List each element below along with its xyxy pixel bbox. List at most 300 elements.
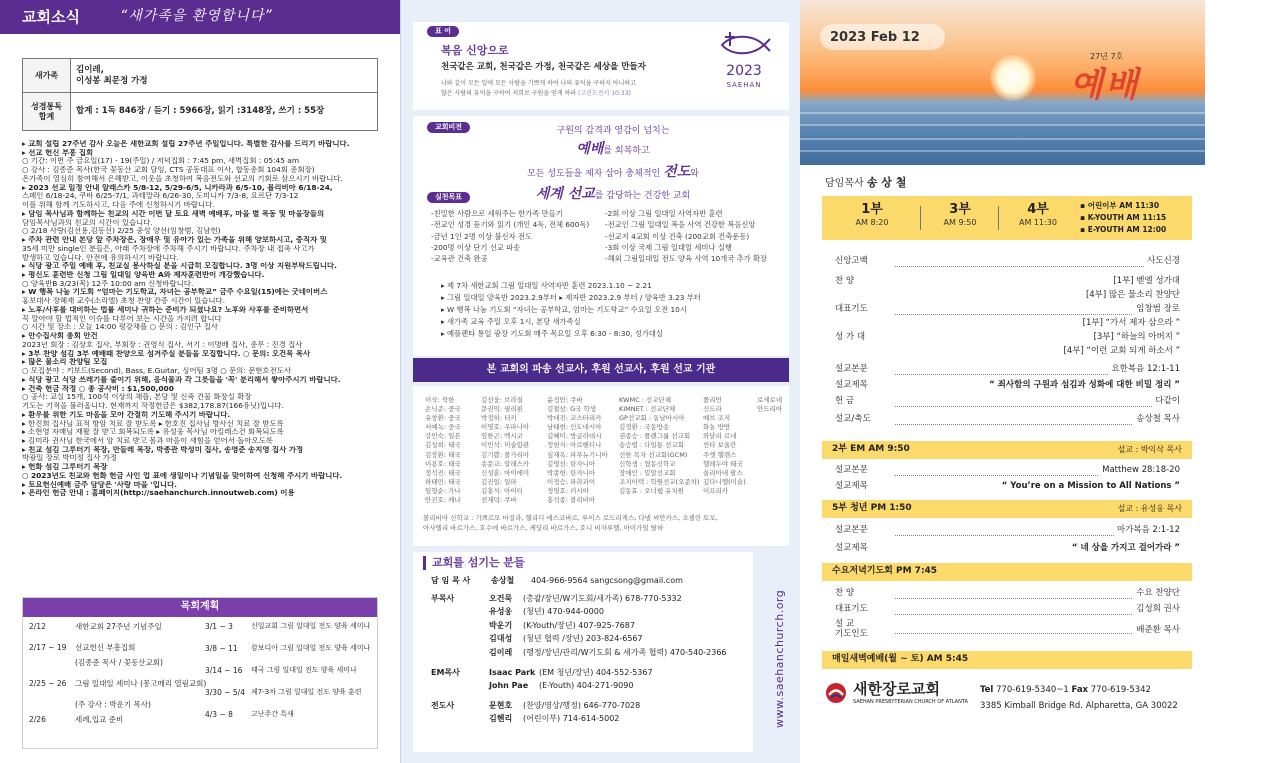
practice-item: -친밀한 사람으로 세워주는 한가족 만들기	[431, 209, 563, 218]
news-note: ○ 양육반B 3/23(목) 12주 10:00 am 신청바랍니다.	[22, 279, 194, 288]
phone-fax	[980, 685, 1151, 696]
service-3	[930, 202, 990, 228]
missionary-name: 안진호: 케냐	[425, 496, 461, 505]
news-note: ▸ 소현영 자매님 재활 잘 받고 회복되도록 ▸ 유성웅 목사님 아킬레스건 회복되도록	[22, 428, 284, 437]
news-note: ○ 2/18 사랑(김선용,김동선) 2/25 충성 양선(임창범, 김남헌)	[22, 227, 221, 236]
order-value: “ 네 상을 가지고 걸어가라 ”	[1071, 543, 1180, 553]
missionary-name: KWMC : 선교단체	[619, 396, 672, 404]
vision-text-3c: 와	[690, 168, 699, 179]
missionary-name: 장애인 : 밀알선교회	[619, 468, 676, 477]
missionary-name: 김철삼: G국 학생	[547, 405, 597, 414]
missionary-column	[757, 396, 782, 414]
plan-event: (김종준 목사 / 꽃동산교회)	[75, 658, 163, 667]
bulletin-date: 2023 Feb 12	[830, 30, 920, 45]
missionary-name: 유창환: 중국	[425, 414, 461, 423]
news-note: 꼭 알아야 할 법적인 이슈를 다루어 보는 시간을 가지려 합니다	[22, 314, 222, 323]
motto-line2: 천국같은 교회, 천국같은 가정, 천국같은 세상을 만들자	[441, 62, 646, 72]
news-note: 2023년 회장 : 김상호 집사, 부회장 : 권영식 집사, 서기 : 이명배 집사, 총무 : 진경 집사	[22, 340, 303, 349]
missionary-name: 심재옥: 파푸뉴기니아	[547, 450, 608, 459]
motto-line1: 복음 신앙으로	[441, 44, 509, 57]
news-note: ▸ 한진희 집사님 표적 항암 치료 잘 받도록 ▸ 한호진 집사님 방사선 치료 잘 받도록	[22, 419, 284, 428]
news-note: ▸ 토요헌신예배 금주 담당은 '사랑 마을 '입니다.	[22, 480, 177, 489]
missionary-name: 울리아네 팔스	[703, 468, 743, 477]
vision-line3	[463, 161, 763, 183]
news-note: 온가족이 열심히 참여해서 은혜받고, 이웃을 초청하여 복음전도와 선교의 기회로 삼으시기 바랍니다.	[22, 174, 343, 183]
news-note: ○ 시간 및 장소 : 오늘 14:00 평강채플 ○ 문의 : 김인구 집사	[22, 323, 218, 332]
news-note: ▸ 3부 찬양 섬김 3부 예배때 찬양으로 섬겨주실 분들을 모집합니다. ○ 문의: 오건묵 목사	[22, 349, 311, 358]
order-key: 찬 양	[835, 588, 855, 598]
welcome-slogan: “새가족을 환영합니다”	[119, 8, 273, 25]
news-note: ○ 기간: 이번 주 금요일(17) - 19(주일) / 저녁집회 : 7:45 pm, 새벽집회 : 05:45 am	[22, 157, 300, 166]
missionary-name: 윤정안: 쿠바	[547, 396, 583, 404]
plan-date: 3/14 ~ 16	[205, 666, 243, 675]
yp-title: 5부 청년 PM 1:50	[832, 503, 912, 513]
year-logo	[709, 30, 779, 89]
news-note: ▸ 식당 광고 식당 쓰레기를 줄이기 위해, 음식물과 각 그릇들을 '꼭' 분리해서 쌓아주시기 바랍니다.	[22, 375, 341, 384]
vision-text-3a: 모든 성도들을 제자 삼아 충체적인	[527, 168, 664, 179]
staff-info: 404-966-9564 sangcsong@gmail.com	[531, 576, 683, 585]
order-value: “ 죄사함의 구원과 섬김과 성화에 대한 비밀 정리 ”	[986, 380, 1180, 391]
staff-name: 김헨리	[489, 714, 513, 724]
website-vertical: www.saehanchurch.org	[773, 589, 786, 728]
missionary-name: 김진일: 일파	[481, 477, 517, 486]
order-key: 신앙고백	[835, 256, 868, 266]
practice-item: -금년 1인 2명 이상 불신자 전도	[431, 231, 533, 241]
program-item: ▸ 새가족 교육 주일 오후 1시, 본당 새가족실	[441, 317, 581, 327]
order-key: 설교제목	[835, 481, 868, 491]
plan-date: 2/26	[29, 715, 46, 724]
wednesday-service-bar	[822, 563, 1192, 581]
staff-name: 김대성	[489, 634, 513, 644]
table-value: 합계 : 1독 846장 / 듣기 : 5966장, 읽기 :3148장, 쓰기 : 55장	[71, 93, 378, 131]
practice-item: -전교인 성경 듣기와 읽기 (개인 4독, 전체 600독)	[431, 220, 590, 230]
motto-box	[413, 22, 789, 110]
plan-event: (주 강사 : 박운기 목사)	[75, 700, 151, 709]
order-row	[835, 256, 1180, 270]
table-value: 김이레, 이성봉 최문정 가정	[71, 59, 378, 93]
program-item: ▸ W 행복 나눔 기도회 “자녀는 공부학교, 엄마는 기도학교” 수요일 오전 10시	[441, 305, 687, 315]
youth-service: ▪ K-YOUTH AM 11:15	[1080, 213, 1167, 222]
missionary-name: 폴리먼	[703, 396, 722, 404]
service-name: 1부	[861, 202, 883, 217]
order-key: 찬 양	[835, 276, 855, 286]
missionary-name: 이정승: 파라과이	[547, 477, 596, 486]
yp-preacher: 설교 : 유성웅 목사	[1117, 504, 1182, 513]
vision-tag: 교회비전	[427, 122, 470, 133]
order-row	[835, 619, 1180, 643]
service-1	[842, 202, 902, 228]
motto-verse1: 나와 같이 모든 일에 모든 사람을 기쁘게 하여 나의 유익을 구하지 아니하고	[441, 80, 636, 87]
missionary-name: 문권익: 필리핀	[481, 405, 523, 414]
news-note: ○ 공사: 교실 15개, 100석 이상의 채플, 본당 및 신축 건물 화장실 확장	[22, 393, 252, 402]
bulletin-title: 예배	[1070, 65, 1140, 105]
church-name-en: SAEHAN PRESBYTERIAN CHURCH OF ATLANTA	[853, 698, 968, 705]
volume: 27년 7호	[1090, 52, 1124, 61]
fax-number: 770-619-5342	[1090, 685, 1151, 695]
practice-item: -2회 이상 그림 일대일 사역자반 훈련	[605, 209, 723, 218]
missionary-name: KIMNET : 선교단체	[619, 405, 676, 414]
staff-title: 교회를 섬기는 분들	[423, 556, 525, 570]
practice-item: -전교인 그림 일대일 복음 사역 건강한 복음신앙	[605, 220, 756, 230]
missionary-grid	[413, 386, 789, 546]
news-column	[0, 0, 400, 763]
vision-text-4b: 를 감당하는 건강한 교회	[594, 191, 691, 202]
news-note: ▸ 주차 관련 안내 본당 앞 주차장은, 장애우 및 유아가 있는 가족을 위해 양보하시고, 중직자 및	[22, 236, 327, 245]
news-note: ▸ 선교 헌신 부흥 집회	[22, 148, 94, 157]
service-time: AM 8:20	[855, 218, 889, 228]
youth-service: ▪ E-YOUTH AM 12:00	[1080, 225, 1167, 234]
missionary-name: 로세로네	[757, 396, 783, 404]
order-key: 성 가 대	[835, 332, 866, 342]
missionary-name: 씬타 보울란	[703, 441, 737, 450]
missionary-title: 본 교회의 파송 선교사, 후원 선교사, 후원 선교 기관	[413, 358, 789, 382]
order-row	[835, 543, 1180, 557]
missionary-name: 이삭: 북한	[425, 396, 455, 404]
missionary-name: 김정환 : 국동방송	[619, 423, 670, 432]
plan-event: 고난주간 특새	[251, 710, 294, 718]
vision-line4	[463, 183, 763, 205]
order-value: 김성희 권사	[1133, 604, 1180, 615]
church-name: 새한장로교회	[853, 680, 940, 698]
missionary-name: 임한곤: 멕시코	[481, 432, 523, 441]
news-note: ▸ 담임 목사님과 함께하는 친교의 시간 이번 달 토요 새벽 예배후, 마을 별 목동 및 마을장들의	[22, 209, 325, 218]
news-note: ○ 2023년도 친교와 헌화 헌금 사인 업 표에 생일이나 기념일을 맞이하여 신청해 주시기 바랍니다.	[22, 471, 343, 480]
dawn-service-bar	[822, 651, 1192, 669]
practice-right	[605, 208, 785, 264]
wed-title: 수요저녁기도회 PM 7:45	[832, 566, 938, 576]
missionary-name: 홍석종: 볼리비아	[547, 496, 596, 505]
news-note: ▸ 헌화 섬김 그루터기 목장	[22, 463, 108, 472]
news-note: ▸ 2023 선교 일정 안내 알래스카 5/8-12, 5/29-6/5, 니카라과 6/5-10, 볼리비아 6/18-24,	[22, 183, 333, 192]
order-value: [3부] “하늘의 아버지 ”	[1091, 332, 1180, 343]
news-header	[0, 0, 400, 34]
news-note: ▸ 안수집사회 총회 안건	[22, 332, 98, 341]
news-note: ▸ 건축 헌금 작정 ○ 총 공사비 : $1,500,000	[22, 384, 174, 393]
missionary-name: 화농 방방	[703, 423, 731, 432]
em-service-bar	[822, 441, 1192, 459]
missionary-name: 전재덕: 쿠바	[481, 496, 517, 505]
staff-info: (E-Youth) 404-271-9090	[539, 681, 634, 691]
news-title: 교회소식	[22, 7, 80, 26]
missionary-name: 정현식: 아르헨티나	[547, 441, 602, 450]
plan-date: 2/17 ~ 19	[29, 643, 67, 652]
order-value: 배준환 목사	[1133, 625, 1180, 636]
staff-role: EM목사	[431, 667, 460, 677]
order-value: 다같이	[1152, 396, 1180, 407]
vision-column	[400, 0, 800, 763]
order-row	[835, 604, 1180, 618]
staff-info: (어린이부) 714-614-5002	[523, 714, 620, 724]
staff-info: (EM 청년/장년) 404-552-5367	[539, 667, 653, 677]
news-note: 담임목사님과의 친교의 시간이 있습니다.	[22, 218, 153, 227]
staff-info: (찬양/영상/행정) 646-770-7028	[523, 700, 641, 710]
info-table	[22, 58, 378, 131]
missionary-name: 예브 조지	[703, 414, 731, 423]
order-value: Matthew 28:18-20	[1099, 465, 1180, 476]
service-times	[822, 196, 1192, 240]
missionary-name: 권종승 : 플랜그룹 선교회	[619, 432, 691, 441]
pastor-name: 송 상 철	[866, 176, 907, 189]
staff-name: 박운기	[489, 620, 513, 630]
staff-name: 유성웅	[489, 607, 513, 617]
order-key: 기도인도	[835, 629, 868, 639]
order-row	[835, 465, 1180, 479]
staff-info: (행정/장년/관리/W기도회 & 새가족 협력) 470-540-2366	[523, 648, 727, 657]
missionary-name: 선한 목자 선교회(GCM)	[619, 450, 688, 459]
news-note: 스페인 6/18-24, 쿠바 6/25-7/1, 과테말라 6/26-30, 도미니카 7/3-8, 요르단 7/3-12	[22, 192, 299, 201]
news-note: 홍보대사 장혜재 교수(소리엘) 초청 찬양 간증 시간이 있습니다.	[22, 297, 226, 306]
fish-cross-icon	[716, 30, 772, 60]
church-logo	[825, 680, 968, 705]
plan-event: 신일교회 그림 일대일 전도 양육 세미나	[251, 622, 371, 630]
worship-column	[800, 0, 1205, 763]
staff-info: (청년) 470-944-0000	[523, 607, 604, 617]
missionary-name: 송문교: 알래스카	[481, 459, 530, 468]
missionary-column	[481, 396, 529, 505]
news-note: ○ 모집분야 : 키보드(Second), Bass, E.Guitar, 싱어팀 3명 ○ 문의: 문현호전도사	[22, 367, 291, 376]
missionary-column	[425, 396, 461, 505]
order-value: 마가복음 2:1-12	[1114, 525, 1180, 536]
news-note: 발생하고 있습니다. 안전에 유의하시기 바랍니다.	[22, 253, 179, 262]
service-time: AM 11:30	[1019, 218, 1057, 228]
order-row	[835, 364, 1180, 378]
order-value: [4부] “이런 교회 되게 하소서 ”	[1061, 346, 1180, 357]
monthly-plan	[22, 597, 378, 749]
plan-event: 제7-3차 그림 일대일 전도 양육 훈련	[251, 688, 362, 696]
order-value: [1부] “가서 제자 삼으라 ”	[1080, 318, 1180, 329]
missionary-name: 강민숙: 일본	[425, 432, 461, 441]
practice-item: -교육관 건축 완공	[431, 254, 488, 264]
youth-service-bar	[822, 500, 1192, 518]
order-value: [4부] 많은 물소리 찬양단	[1083, 290, 1180, 301]
missionary-column	[703, 396, 746, 496]
fax-label: Fax	[1071, 685, 1089, 695]
motto-tag: 표 어	[427, 26, 459, 37]
order-key: 설 교	[835, 619, 855, 629]
order-value: 요한복음 12:1-11	[1108, 364, 1180, 375]
news-note: ○ 강사 : 김종준 목사(한국 꽃동산 교회 담임, CTS 공동대표 이사, 합동총회 104회 총회장)	[22, 166, 315, 175]
vision-text	[463, 124, 763, 206]
address: 3385 Kimball Bridge Rd. Alpharetta, GA 30022	[980, 701, 1178, 711]
program-item: ▸ 그림 일대일 양육반 2023.2.9부터 ▸ 제자반 2023.2.9 부터 / 양육반 3.23 부터	[441, 293, 701, 303]
missionary-footnote2: 아사엘리 바르가스, 호수에 바르가스, 케딜리 바르가스, 호니 비자루엘, 아이가일 탈하	[423, 524, 664, 532]
news-note: ▸ 온라인 헌금 안내 : 홈페이지(http://saehanchurch.innoutweb.com) 이용	[22, 489, 295, 498]
table-row	[23, 59, 378, 93]
plan-date: 3/8 ~ 11	[205, 644, 238, 653]
missionary-name: 김다니엘(미술)	[703, 477, 746, 486]
missionary-name: 와달리 르네	[703, 432, 737, 441]
missionary-column	[547, 396, 608, 505]
motto-verse-ref: (고린도전서 10:33)	[578, 90, 631, 97]
staff-name: Isaac Park	[489, 667, 536, 677]
order-key: 대표기도	[835, 304, 868, 314]
program-list	[441, 280, 701, 340]
service-4	[1008, 202, 1068, 228]
missionary-name: 하태민: 태국	[425, 477, 461, 486]
em-preacher: 설교 : 박익삭 목사	[1117, 445, 1182, 454]
order-key: 설교/축도	[835, 414, 871, 424]
plan-event: 캄보디아 그림 일대일 전도 양육 세미나	[251, 644, 371, 652]
missionary-name: 신학생 : 협동신학교	[619, 459, 676, 468]
plan-date: 3/30 ~ 5/4	[205, 688, 245, 697]
practice-item: -선교지 4교회 이상 건축 (200교회 건축운동)	[605, 231, 750, 241]
staff-role: 담 임 목 사	[431, 576, 471, 585]
order-key: 설교본문	[835, 364, 868, 374]
service-name: 3부	[949, 202, 971, 217]
missionary-name: 김성희: 태국	[425, 441, 461, 450]
news-note: ▸ W 행복 나눔 기도회 “엄마는 기도학교, 자녀는 공부학교” 금주 수요일(15)에는 굿네이버스	[22, 288, 328, 297]
missionary-name: 임형순: 가나	[425, 486, 461, 495]
order-key: 설교본문	[835, 525, 868, 535]
practice-item: -3회 이상 국제 그림 일대일 세미나 실행	[605, 242, 732, 252]
church-logo-icon	[825, 682, 847, 704]
order-key: 설교제목	[835, 380, 868, 390]
plan-date: 2/12	[29, 622, 46, 631]
news-note: 박광일 장로 박미정 집사 가정	[22, 454, 118, 463]
pastor-label: 담임목사	[825, 178, 864, 189]
order-value: 임창범 장로	[1133, 304, 1180, 315]
order-row	[835, 481, 1180, 495]
plan-event: 선교헌신 부흥집회	[75, 643, 136, 652]
plan-date: 2/25 ~ 26	[29, 679, 67, 688]
missionary-name: 신드라	[703, 405, 722, 414]
missionary-name: 신성훈: 마이에미	[481, 468, 530, 477]
missionary-name: 김혜미: 방글라데시	[547, 432, 602, 441]
news-note: 35세 미만 single인 분들은, 아래 주차장에 주차해 주시기 바랍니다. 주차장 내 접촉 사고가	[22, 244, 315, 253]
youth-service: ▪ 어린이부 AM 11:30	[1080, 201, 1160, 210]
staff-name: 김이레	[489, 648, 513, 657]
order-row	[835, 304, 1180, 318]
tel-number: 770-619-5340~1	[996, 685, 1069, 695]
staff-info: (총괄/장년/W기도회/새가족) 678-770-5332	[523, 593, 682, 603]
missionary-name: 김선웅: 브라질	[481, 396, 523, 404]
vision-line1: 구원의 감격과 영감이 넘치는	[556, 126, 670, 136]
news-note: ▸ 많은 물소리 찬양팀 모집	[22, 358, 108, 367]
program-item: ▸ 예플렌타 통일 광장 기도회 매주 목요일 오후 6:30 - 8:30, 성가대실	[441, 329, 663, 339]
motto-verse-text: 많은 사람의 유익을 구하여 저희로 구원을 얻게 하라	[441, 90, 577, 97]
order-value: 사도신경	[1144, 256, 1180, 267]
order-value: 송상철 목사	[1133, 414, 1180, 425]
order-row	[835, 380, 1180, 394]
order-value: 수요 찬양단	[1133, 588, 1180, 599]
staff-info: (청년 협력 /장년) 203-824-6567	[523, 634, 643, 644]
order-key: 설교제목	[835, 543, 868, 553]
vision-line2	[463, 138, 763, 160]
tel-label: Tel	[980, 685, 994, 695]
news-note: ▸ 김미라 권사님 한국에서 암 치료 받고 몸과 마음이 새힘을 얻어서 돌아오도록	[22, 436, 273, 445]
vision-word-mission: 세계 선교	[535, 186, 595, 203]
logo-name: SAEHAN	[726, 80, 762, 89]
staff-name: 송상철	[491, 576, 515, 585]
plan-date: 3/1 ~ 3	[205, 622, 233, 631]
staff-list	[413, 552, 753, 752]
plan-event: 태국 그림 일대일 전도 양육 세미나	[251, 666, 357, 674]
staff-name: 오건묵	[489, 593, 513, 603]
order-key: 설교본문	[835, 465, 868, 475]
em-title: 2부 EM AM 9:50	[832, 444, 910, 454]
service-name: 4부	[1027, 202, 1049, 217]
staff-name: John Pae	[489, 681, 529, 691]
plan-event: 세례,입교 준비	[75, 715, 124, 724]
news-note: ▸ 환우를 위한 기도 마음을 모아 간절히 기도해 주시기 바랍니다.	[22, 410, 231, 419]
staff-name: 문현호	[489, 700, 513, 710]
missionary-name: 손닉준: 중국	[425, 405, 461, 414]
vision-box	[413, 116, 789, 356]
missionary-name: 이용호: 태국	[425, 459, 461, 468]
missionary-name: 이민석: 미술함관	[481, 441, 530, 450]
missionary-name: 이프리카	[703, 486, 729, 495]
missionary-name: 주엣 헬렌스	[703, 450, 737, 459]
missionary-column	[619, 396, 699, 496]
table-header: 성경통독 합계	[23, 93, 71, 131]
motto-verse2	[441, 90, 631, 98]
sun	[990, 55, 1036, 101]
practice-tag: 실천목표	[427, 192, 470, 203]
plan-event: 새한교회 27주년 기념주일	[75, 622, 162, 631]
table-header: 새가족	[23, 59, 71, 93]
missionary-name: 김영선: 탄자니아	[547, 459, 596, 468]
order-row	[835, 588, 1180, 602]
program-item: ▸ 제 7차 새한교회 그림 일대일 사역자반 훈련 2023.1.10 ~ 2.21	[441, 281, 652, 290]
news-notes	[22, 140, 382, 498]
news-note: ▸ 평신도 훈련반 신청 그림 일대일 양육반 A와 제자훈련반이 개강했습니다.	[22, 271, 265, 280]
news-note: ▸ 교회 설립 27주년 감사 오늘은 새한교회 설립 27주년 주일입니다. 특별한 감사를 드리기 바랍니다.	[22, 140, 350, 148]
missionary-footnote1: 볼리비아 신학교 : 기쁘르모 마걸라, 헬리디 에스코바르, 루이스 로드리게스, 다넬 씨안카스, 조셀린 토모,	[423, 514, 718, 522]
order-row	[835, 396, 1180, 410]
missionary-name: 박종헌: 탄자니아	[547, 468, 596, 477]
missionary-name: 헬레두야 태국	[703, 459, 743, 468]
missionary-name: 김장환: 태국	[425, 450, 461, 459]
order-row	[835, 332, 1180, 346]
vision-text-2b: 를 회복하고	[603, 146, 650, 157]
practice-left	[431, 208, 611, 264]
plan-event: 그림 일대일 세미나 (몽고메리 열림교회)	[75, 679, 207, 688]
order-row	[835, 290, 1180, 304]
dawn-title: 매일새벽예배(월 ~ 토) AM 5:45	[832, 654, 969, 664]
staff-role: 전도사	[431, 700, 455, 710]
missionary-name: 박대진: 코스타리카	[547, 414, 602, 423]
staff-info: (K-Youth/장년) 407-925-7687	[523, 620, 635, 630]
news-note: ▸ 친교 섬김 그루터기 목장, 만들레 목장, 박종관 박성미 집사, 송영준 송지영 집사 가정	[22, 445, 304, 454]
missionary-name: 정영호: 러시아	[547, 486, 589, 495]
plan-date: 4/3 ~ 8	[205, 710, 233, 719]
order-row	[835, 525, 1180, 539]
right-margin	[1205, 0, 1280, 763]
senior-pastor	[825, 176, 906, 191]
order-key: 대표기도	[835, 604, 868, 614]
missionary-name: 김기쁨: 볼가리아	[481, 450, 530, 459]
order-row	[835, 318, 1180, 332]
service-time: AM 9:50	[943, 218, 977, 228]
missionary-name: GP선교회 : 동남아시아	[619, 414, 685, 423]
missionary-name: 정석진: 태국	[425, 468, 461, 477]
logo-year: 2023	[726, 63, 762, 79]
missionary-name: 이영호: 우파니아	[481, 423, 530, 432]
missionary-name: 송승렬 : 다일통 선교회	[619, 441, 684, 450]
table-row	[23, 93, 378, 131]
order-value: [1부] 벧엘 성가대	[1110, 276, 1180, 287]
staff-role: 부목사	[431, 593, 455, 603]
vision-word-worship: 예배	[576, 141, 604, 158]
missionary-name: 박정하: 터키	[481, 414, 517, 423]
vision-word-evangelism: 전도	[663, 163, 691, 180]
missionary-name: 조지아텍 : 학원선교(오준차)	[619, 477, 700, 486]
order-key: 헌 금	[835, 396, 855, 406]
news-note: 기도는 기적을 불러옵니다. 현재까지 작정헌금은 $382,178.87(166유닛)입니다.	[22, 402, 284, 411]
order-value: “ You’re on a Mission to All Nations ”	[1001, 481, 1180, 491]
practice-item: -200명 이상 단기 선교 파송	[431, 242, 521, 252]
missionary-name: 서예녹: 중국	[425, 423, 461, 432]
